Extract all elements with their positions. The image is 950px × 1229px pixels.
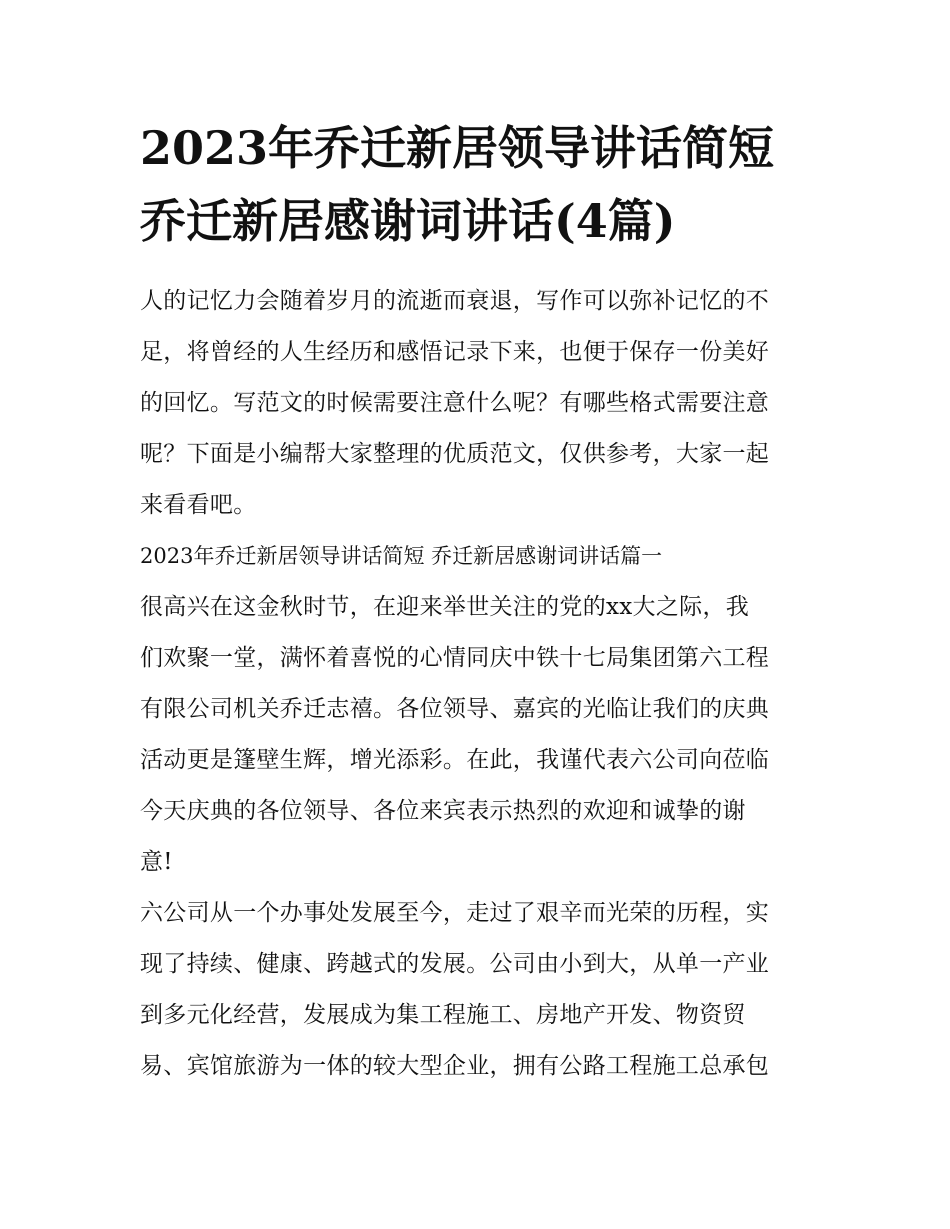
paragraph-line: 活动更是篷壁生辉，增光添彩。在此，我谨代表六公司向莅临 — [140, 747, 770, 773]
title-line-2: 乔迁新居感谢词讲话(4篇) — [140, 194, 676, 248]
intro-line: 人的记忆力会随着岁月的流逝而衰退，写作可以弥补记忆的不 — [140, 288, 770, 314]
paragraph-line: 今天庆典的各位领导、各位来宾表示热烈的欢迎和诚挚的谢 — [140, 798, 746, 824]
intro-paragraph — [140, 276, 830, 531]
section-heading: 2023年乔迁新居领导讲话简短 乔迁新居感谢词讲话篇一 — [140, 544, 663, 568]
body-paragraph-1 — [140, 582, 830, 888]
body-paragraph-2 — [140, 888, 830, 1092]
title-line-1: 2023年乔迁新居领导讲话简短 — [140, 121, 775, 175]
intro-line: 呢？下面是小编帮大家整理的优质范文，仅供参考，大家一起 — [140, 441, 770, 467]
paragraph-line: 很高兴在这金秋时节，在迎来举世关注的党的xx大之际，我 — [140, 594, 750, 620]
paragraph-line: 现了持续、健康、跨越式的发展。公司由小到大，从单一产业 — [140, 951, 770, 977]
paragraph-line: 六公司从一个办事处发展至今，走过了艰辛而光荣的历程，实 — [140, 900, 770, 926]
paragraph-line: 意! — [140, 849, 173, 875]
intro-line: 足，将曾经的人生经历和感悟记录下来，也便于保存一份美好 — [140, 339, 770, 365]
paragraph-line: 到多元化经营，发展成为集工程施工、房地产开发、物资贸 — [140, 1002, 746, 1028]
intro-line: 的回忆。写范文的时候需要注意什么呢？有哪些格式需要注意 — [140, 390, 770, 416]
intro-line: 来看看吧。 — [140, 492, 257, 518]
document-title — [140, 112, 830, 258]
paragraph-line: 有限公司机关乔迁志禧。各位领导、嘉宾的光临让我们的庆典 — [140, 696, 770, 722]
paragraph-line: 易、宾馆旅游为一体的较大型企业，拥有公路工程施工总承包 — [140, 1053, 770, 1079]
paragraph-line: 们欢聚一堂，满怀着喜悦的心情同庆中铁十七局集团第六工程 — [140, 645, 770, 671]
document-body — [140, 276, 830, 1092]
